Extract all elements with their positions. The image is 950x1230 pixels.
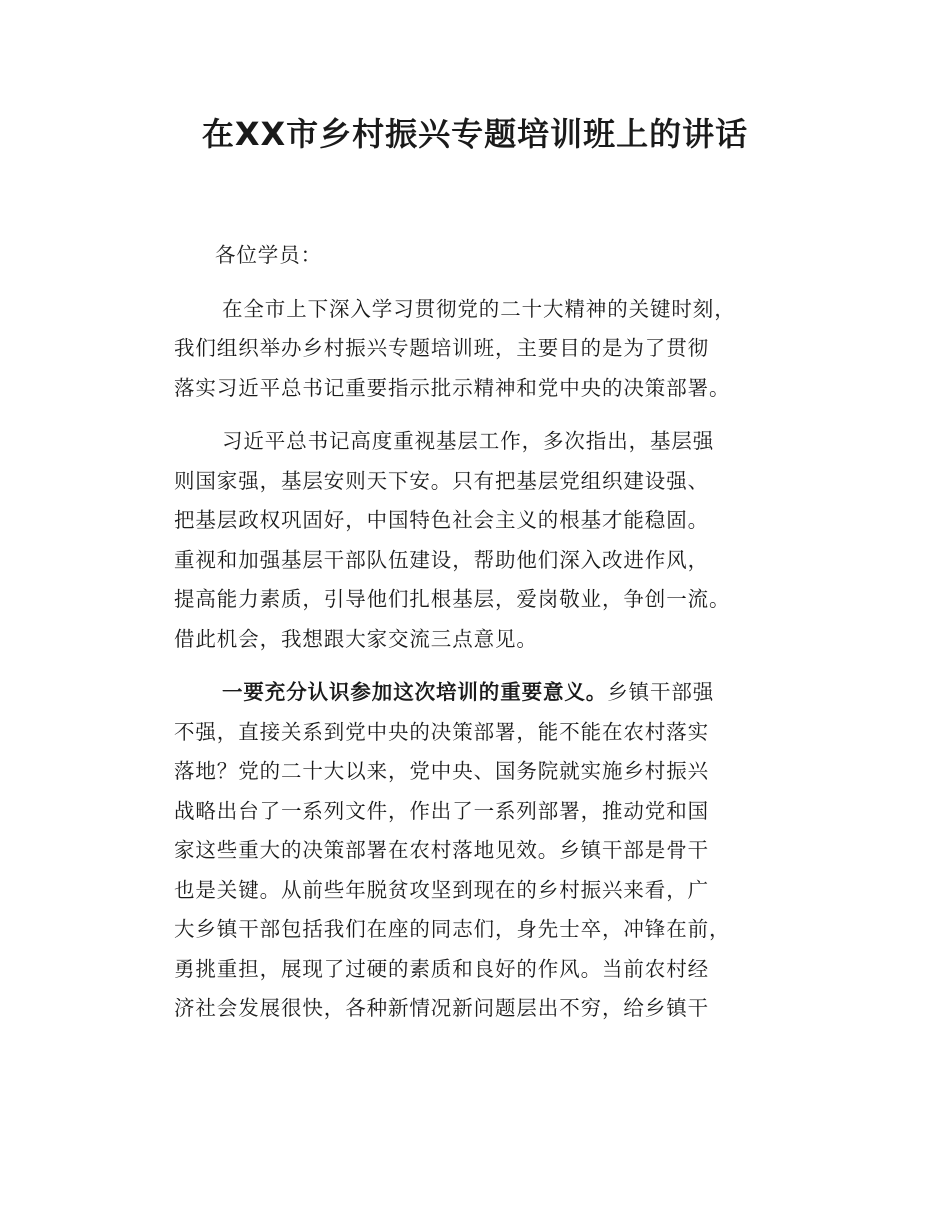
paragraph-line: 落地？党的二十大以来，党中央、国务院就实施乡村振兴 [174, 759, 709, 783]
paragraph-line: 在全市上下深入学习贯彻党的二十大精神的关键时刻， [222, 296, 736, 321]
paragraph-point-one [174, 673, 814, 1029]
paragraph-line: 则国家强，基层安则天下安。只有把基层党组织建设强、 [174, 468, 709, 493]
paragraph-line: 把基层政权巩固好，中国特色社会主义的根基才能稳固。 [174, 508, 709, 532]
point-heading: 一要充分认识参加这次培训的重要意义。 [222, 680, 608, 704]
paragraph-line: 提高能力素质，引导他们扎根基层，爱岗敬业，争创一流。 [174, 587, 731, 611]
paragraph-line: 济社会发展很快，各种新情况新问题层出不穷，给乡镇干 [174, 996, 709, 1020]
paragraph-line [174, 673, 814, 713]
paragraph-line: 落实习近平总书记重要指示批示精神和党中央的决策部署。 [174, 375, 731, 400]
paragraph-line: 借此机会，我想跟大家交流三点意见。 [174, 626, 538, 651]
paragraph-line: 重视和加强基层干部队伍建设，帮助他们深入改进作风， [174, 547, 709, 572]
paragraph-line: 不强，直接关系到党中央的决策部署，能不能在农村落实 [174, 719, 709, 744]
paragraph-line: 习近平总书记高度重视基层工作，多次指出，基层强 [222, 429, 715, 453]
paragraph-line: 家这些重大的决策部署在农村落地见效。乡镇干部是骨干 [174, 838, 709, 862]
paragraph-line: 勇挑重担，展现了过硬的素质和良好的作风。当前农村经 [174, 956, 709, 981]
paragraph-line: 我们组织举办乡村振兴专题培训班，主要目的是为了贯彻 [174, 336, 709, 360]
paragraph-context [174, 422, 814, 659]
paragraph-intro [174, 290, 814, 409]
salutation: 各位学员： [215, 243, 322, 267]
document-title: 在XX市乡村振兴专题培训班上的讲话 [201, 115, 749, 153]
paragraph-line: 战略出台了一系列文件，作出了一系列部署，推动党和国 [174, 798, 709, 823]
document-body [174, 236, 814, 1043]
point-heading-rest: 乡镇干部强 [607, 680, 715, 704]
paragraph-line: 大乡镇干部包括我们在座的同志们，身先士卒，冲锋在前， [174, 917, 731, 941]
paragraph-line: 也是关键。从前些年脱贫攻坚到现在的乡村振兴来看，广 [174, 877, 709, 902]
